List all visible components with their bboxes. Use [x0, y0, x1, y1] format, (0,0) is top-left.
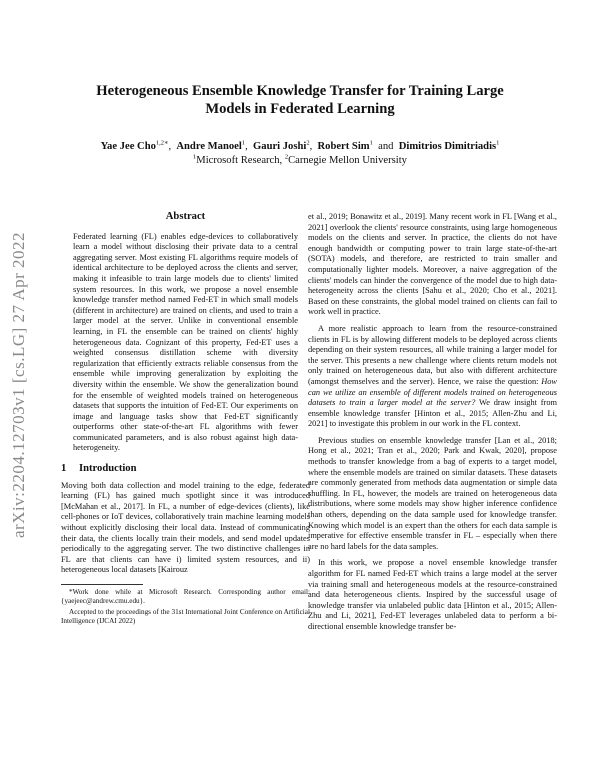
affil-name: Carnegie Mellon University — [288, 155, 407, 166]
arxiv-stamp-text: arXiv:2204.12703v1 [cs.LG] 27 Apr 2022 — [9, 231, 28, 539]
author-affil-mark: 1 — [241, 139, 246, 147]
affil-name: Microsoft Research — [196, 155, 280, 166]
author-affil-mark: 1 — [496, 139, 500, 147]
author-name: Yae Jee Cho — [100, 141, 156, 152]
body-text: We draw insight from ensemble knowledge transfer [Hinton et al., 2015; Allen-Zhu and Li, 2021] to investigate this problem in our work in the FL context. — [308, 398, 557, 429]
research-question: How can we utilize an ensemble of different models trained on heterogeneous datasets to train a larger model at the server? — [308, 376, 557, 408]
affil-mark: 1 — [193, 153, 197, 161]
section-heading-introduction — [61, 464, 310, 475]
author-name: Dimitrios Dimitriadis — [398, 141, 497, 152]
author-separator: , — [168, 141, 172, 152]
author-separator: , — [309, 141, 313, 152]
body-paragraph — [308, 324, 557, 430]
left-column — [61, 212, 310, 626]
author-name: Robert Sim — [317, 141, 370, 152]
body-paragraph: Previous studies on ensemble knowledge transfer [Lan et al., 2018; Hong et al., 2021; Tran et al., 2020; Park and Kwak, 2020], propose methods to transfer knowledge from a bag of experts to a target model, where the ensemble models are trained on similar datasets. These datasets are commonly generated from methods data augmentation or simple data shuffling. In FL, however, the models are trained on heterogeneous data distributions, where some models may show higher inference confidence than others, depending on the data sample used for knowledge transfer. Knowing which model is an expert than the others for each data sample is imperative for effective ensemble transfer in FL – especially when there are no hard labels for the data samples. — [308, 435, 557, 551]
author-and: and — [378, 141, 394, 152]
abstract-heading: Abstract — [165, 211, 206, 222]
author-affil-mark: 1 — [369, 139, 373, 147]
section-number: 1 — [61, 463, 67, 475]
arxiv-stamp — [8, 208, 30, 562]
paper-title: Heterogeneous Ensemble Knowledge Transfer for Training Large Models in Federated Learning — [96, 83, 504, 117]
body-paragraph: In this work, we propose a novel ensemble knowledge transfer algorithm for FL named Fed-ET which trains a large model at the server via training small and heterogeneous models at the resource-constrained and data heterogeneous clients. Inspired by the successful usage of knowledge transfer via unlabeled public data [Hinton et al., 2015; Allen-Zhu and Li, 2021], Fed-ET leverages unlabeled data to perform a bi-directional ensemble knowledge transfer be- — [308, 558, 557, 631]
body-paragraph: et al., 2019; Bonawitz et al., 2019]. Many recent work in FL [Wang et al., 2021] overlook the clients' resource constraints, using large homogeneous models on the clients and server. In practice, the clients do not have enough bandwidth or computing power to train large state-of-the-art (SOTA) models, and therefore, are restricted to train smaller and computationally lighter models. Moreover, a naive aggregation of the clients' models can hinder the convergence of the model due to high data-heterogeneity across the clients [Sahu et al., 2020; Cho et al., 2021]. Based on these constraints, the global model trained on clients can fail to work well in practice. — [308, 212, 557, 317]
author-list — [60, 140, 540, 154]
right-column — [308, 212, 557, 633]
affil-mark: 2 — [284, 153, 289, 161]
footnote-divider — [61, 584, 143, 585]
abstract-text: Federated learning (FL) enables edge-devices to collaboratively learn a model without disclosing their private data to a central aggregating server. Most existing FL algorithms require models of identical architecture to be deployed across the clients and server, making it infeasible to train large models due to clients' limited system resources. In this work, we propose a novel ensemble knowledge transfer method named Fed-ET in which small models (different in architecture) are trained on clients, and used to train a larger model at the server. Unlike in conventional ensemble learning, in FL the ensemble can be trained on clients' highly heterogeneous data. Cognizant of this property, Fed-ET uses a weighted consensus distillation scheme with diversity regularization that efficiently extracts reliable consensus from the ensemble while improving generalization by exploiting the diversity within the ensemble. We show the generalization bound for the ensemble of weighted models trained on heterogeneous datasets that supports the intuition of Fed-ET. Our experiments on image and language tasks show that Fed-ET significantly outperforms other state-of-the-art FL algorithms with fewer communicated parameters, and is also robust against high data-heterogeneity. — [73, 231, 298, 453]
affiliations: $^1$Microsoft Research, $^2$Carnegie Mellon University — [193, 153, 407, 166]
body-text: A more realistic approach to learn from the resource-constrained clients in FL is by allowing different models to be deployed across clients depending on their system resources, all while training a larger model for the server. This presents a new challenge where clients return models not only trained on heterogeneous data, but also with different architecture (amongst themselves and the server). Hence, we raise the question: — [308, 323, 557, 386]
author-affil-mark: 2 — [306, 139, 310, 147]
author-affil-mark: 1,2∗ — [155, 139, 169, 147]
author-separator: , — [245, 141, 248, 152]
author-name: Andre Manoel — [176, 141, 242, 152]
author-name: Gauri Joshi — [253, 141, 307, 152]
section-title: Introduction — [79, 463, 137, 475]
footnote-accepted: Accepted to the proceedings of the 31st International Joint Conference on Artificial Intelligence (IJCAI 2022) — [61, 608, 310, 625]
intro-paragraph: Moving both data collection and model training to the edge, federated learning (FL) has gained much spotlight since it was introduced [McMahan et al., 2017]. In FL, a number of edge-devices (clients), like cell-phones or IoT devices, collaboratively train machine learning models without explicitly disclosing their local data. Instead of communicating their data, the clients locally train their models, and send model updates periodically to the aggregating server. The two distinctive challenges in FL are that clients can have i) limited system resources, and ii) heterogeneous local datasets [Kairouz — [61, 480, 310, 575]
footnote-corresponding: *Work done while at Microsoft Research. Corresponding author email: {yaejeec@andrew.cmu.edu}. — [61, 588, 310, 605]
